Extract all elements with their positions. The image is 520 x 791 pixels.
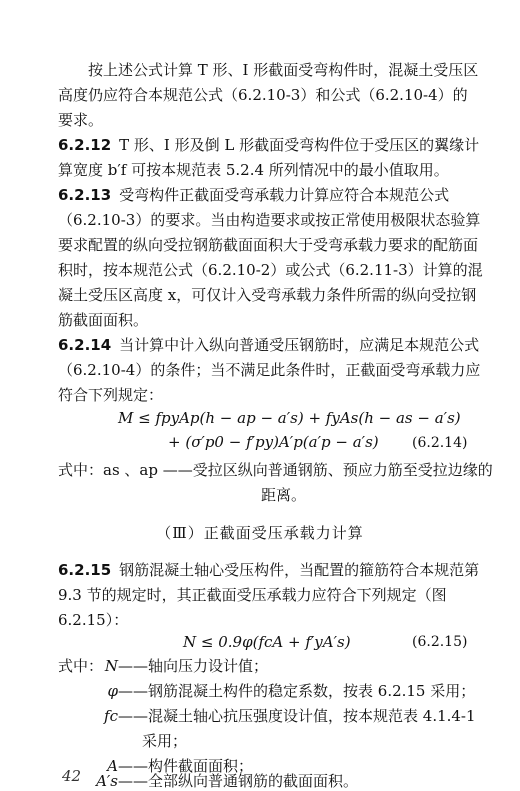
section-heading: （Ⅲ）正截面受压承载力计算	[156, 524, 364, 542]
clause-6-2-15	[58, 558, 478, 633]
formula-6-2-14-line2: + (σ′p0 − f′py)A′p(a′p − a′s)	[168, 433, 379, 451]
definition-symbol: A	[107, 757, 118, 775]
text-line: 凝土受压区高度 x，可仅计入受弯承载力条件所需的纵向受拉钢	[58, 286, 477, 304]
definition-text: ——轴向压力设计值；	[118, 657, 269, 675]
definition-row	[58, 680, 475, 701]
where-prefix: 式中：	[58, 657, 104, 675]
clause-6-2-13	[58, 183, 483, 333]
text-line: （6.2.10-4）的条件；当不满足此条件时，正截面受弯承载力应	[58, 361, 481, 379]
definition-text: 采用；	[142, 732, 188, 750]
text-line: 受弯构件正截面受弯承载力计算应符合本规范公式	[119, 186, 450, 204]
text-line: 符合下列规定：	[58, 386, 164, 404]
definition-row	[58, 730, 187, 751]
text-line: 钢筋混凝土轴心受压构件，当配置的箍筋符合本规范第	[119, 561, 480, 579]
clause-6-2-12	[58, 133, 478, 183]
text-line: 要求。	[58, 111, 104, 129]
equation-number: (6.2.14)	[412, 435, 468, 451]
text-line: 高度仍应符合本规范公式（6.2.10-3）和公式（6.2.10-4）的	[58, 86, 468, 104]
text-line: 距离。	[261, 486, 307, 504]
definition-symbol: N	[104, 657, 118, 675]
page-number: 42	[62, 767, 82, 785]
text-line: T 形、I 形及倒 L 形截面受弯构件位于受压区的翼缘计	[119, 136, 480, 154]
text-line: 要求配置的纵向受拉钢筋截面面积大于受弯承载力要求的配筋面	[58, 236, 479, 254]
definition-row	[58, 655, 268, 676]
clause-number: 6.2.15	[58, 561, 112, 579]
definition-symbol: φ	[107, 682, 118, 700]
text-line: 积时，按本规范公式（6.2.10-2）或公式（6.2.11-3）计算的混	[58, 261, 483, 279]
clause-number: 6.2.14	[58, 336, 112, 354]
where-6-2-14	[58, 458, 493, 508]
text-line: （6.2.10-3）的要求。当由构造要求或按正常使用极限状态验算	[58, 211, 481, 229]
text-line: 6.2.15）：	[58, 611, 129, 629]
definition-text: ——构件截面面积；	[118, 757, 254, 775]
text-line: 算宽度 b′f 可按本规范表 5.2.4 所列情况中的最小值取用。	[58, 161, 449, 179]
clause-number: 6.2.12	[58, 136, 112, 154]
equation-number: (6.2.15)	[412, 634, 468, 650]
definition-row	[58, 705, 476, 726]
text-line: 9.3 节的规定时，其正截面受压承载力应符合下列规定（图	[58, 586, 447, 604]
definition-symbol: A′s	[96, 772, 118, 790]
text-line: 式中：as 、ap ——受拉区纵向普通钢筋、预应力筋至受拉边缘的	[58, 461, 493, 479]
text-line: 当计算中计入纵向普通受压钢筋时，应满足本规范公式	[119, 336, 480, 354]
formula-6-2-14-line1: M ≤ fpyAp(h − ap − a′s) + fyAs(h − as − a′s)	[118, 409, 461, 427]
formula-6-2-15: N ≤ 0.9φ(fcA + f′yA′s)	[183, 633, 351, 651]
definition-symbol: fc	[104, 707, 118, 725]
text-line: 按上述公式计算 T 形、I 形截面受弯构件时，混凝土受压区	[88, 61, 479, 79]
definition-text: ——钢筋混凝土构件的稳定系数，按表 6.2.15 采用；	[118, 682, 476, 700]
clause-6-2-14	[58, 333, 481, 408]
text-line: 筋截面面积。	[58, 311, 149, 329]
definition-text: ——全部纵向普通钢筋的截面面积。	[118, 772, 359, 790]
definition-row	[58, 770, 358, 791]
clause-number: 6.2.13	[58, 186, 112, 204]
intro-paragraph	[58, 58, 478, 133]
definition-text: ——混凝土轴心抗压强度设计值，按本规范表 4.1.4-1	[118, 707, 476, 725]
